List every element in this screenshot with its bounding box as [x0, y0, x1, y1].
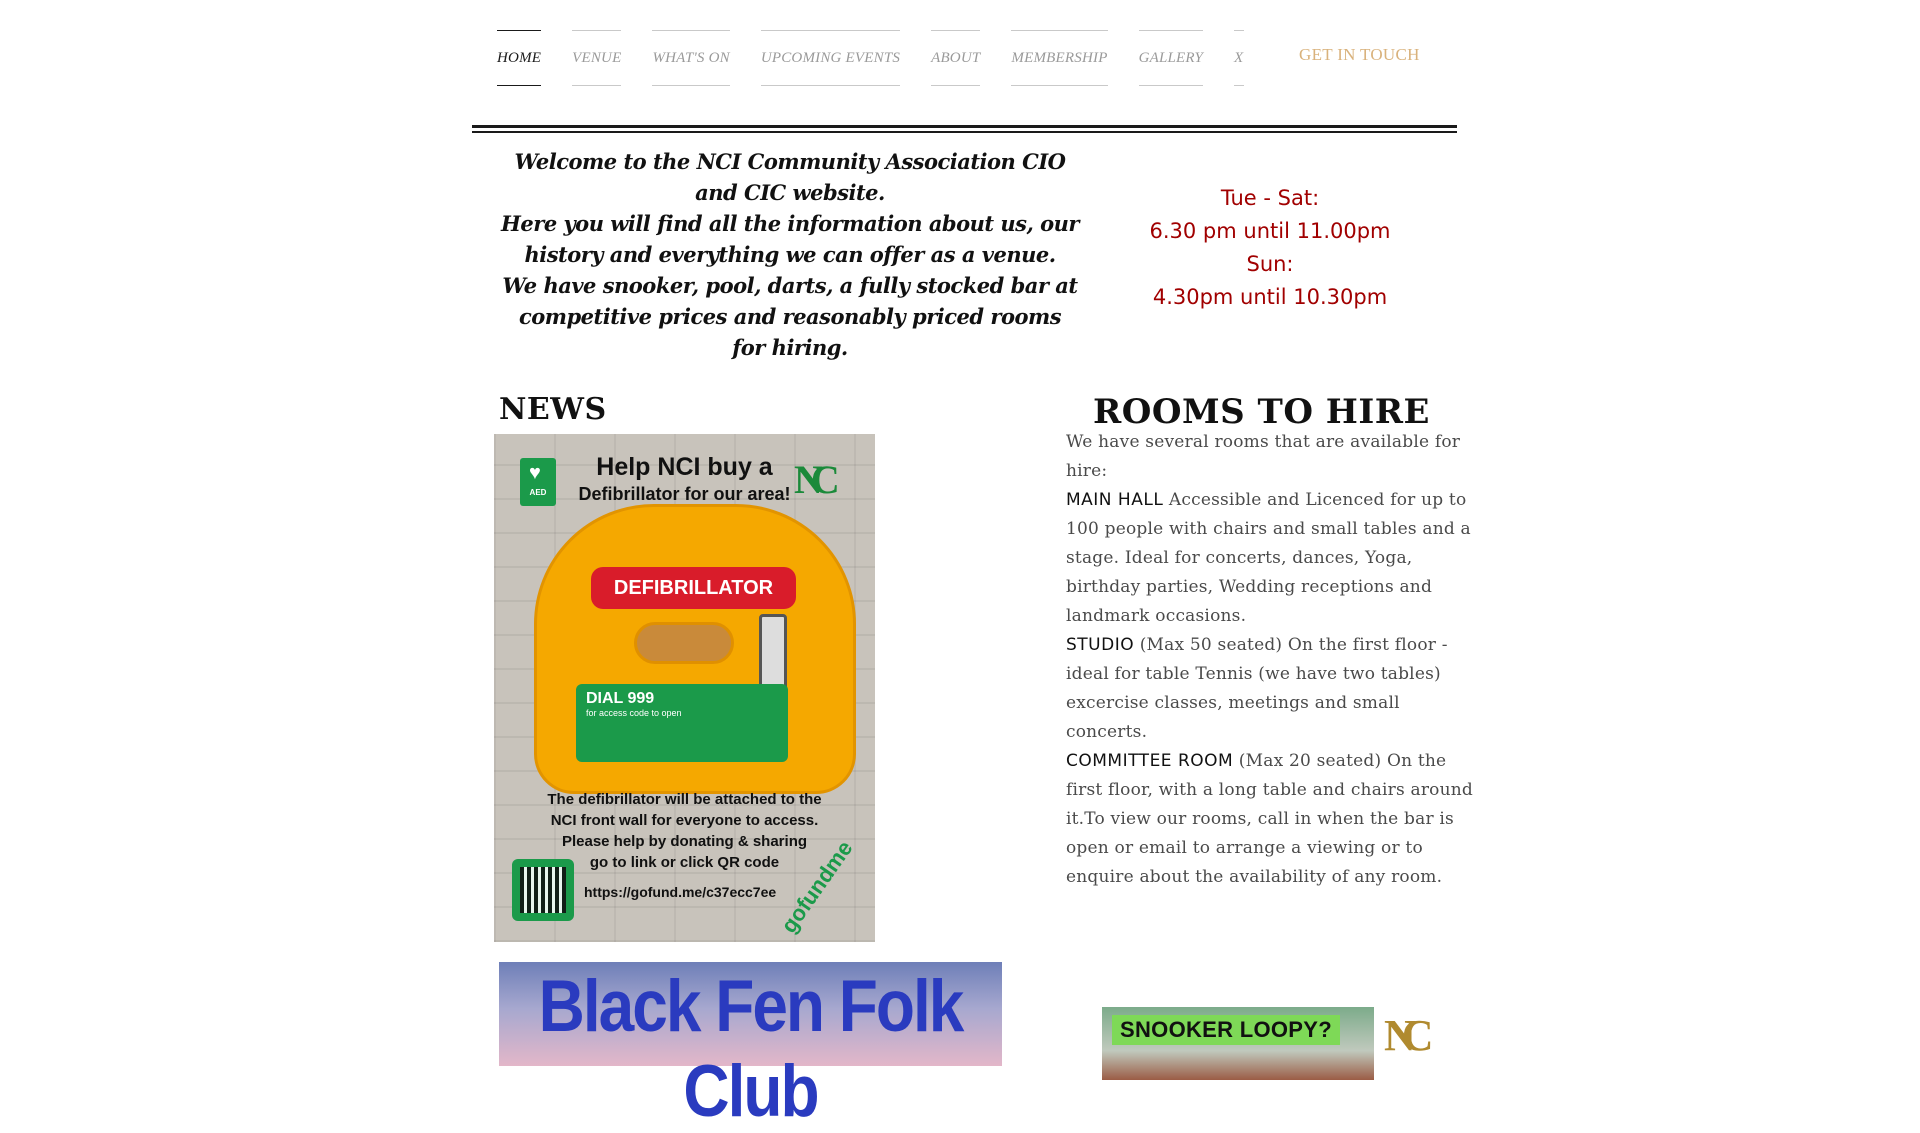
get-in-touch-link[interactable]: GET IN TOUCH	[1299, 45, 1420, 64]
hours-time-weekday: 6.30 pm until 11.00pm	[1149, 219, 1391, 243]
poster-body-2: NCI front wall for everyone to access.	[550, 812, 819, 829]
welcome-line-2: Here you will find all the information about us, our history and everything we can offer as a venue.	[501, 211, 1079, 267]
room-committee	[1066, 747, 1476, 892]
nav-gallery[interactable]: GALLERY	[1139, 30, 1203, 86]
room-main-hall-name: MAIN HALL	[1066, 490, 1164, 510]
room-studio-name: STUDIO	[1066, 635, 1135, 655]
welcome-text	[500, 146, 1080, 363]
rooms-intro: We have several rooms that are available for hire:	[1066, 432, 1461, 481]
hours-days-sunday: Sun:	[1246, 252, 1294, 276]
nav-whats-on[interactable]: WHAT'S ON	[652, 30, 729, 86]
hours-days-weekday: Tue - Sat:	[1220, 186, 1320, 210]
nav-about[interactable]: ABOUT	[931, 30, 980, 86]
room-studio	[1066, 631, 1476, 747]
main-nav	[497, 30, 1244, 86]
folk-club-banner[interactable]	[499, 962, 1002, 1132]
defibrillator-poster[interactable]	[494, 434, 875, 942]
hours-time-sunday: 4.30pm until 10.30pm	[1152, 285, 1388, 309]
welcome-line-3: We have snooker, pool, darts, a fully stocked bar at competitive prices and reasonably priced rooms for hiring.	[502, 273, 1078, 360]
room-committee-name: COMMITTEE ROOM	[1066, 751, 1234, 771]
keypad-icon	[759, 614, 787, 694]
news-heading: NEWS	[499, 392, 607, 427]
nav-home[interactable]: HOME	[497, 30, 541, 86]
header-divider-secondary	[472, 131, 1457, 133]
rooms-heading: ROOMS TO HIRE	[1093, 392, 1430, 432]
gofundme-link[interactable]: https://gofund.me/c37ecc7ee	[584, 884, 777, 900]
cabinet-label: DEFIBRILLATOR	[591, 567, 796, 609]
poster-headline-main: Help NCI buy a	[596, 453, 773, 481]
poster-body-4: go to link or click QR code	[589, 854, 780, 871]
dial-panel	[576, 684, 788, 762]
poster-body-1: The defibrillator will be attached to the	[547, 791, 822, 808]
room-main-hall-desc: Accessible and Licenced for up to 100 people with chairs and small tables and a stage. Ideal for concerts, dances, Yoga, birthday parties, Wedding receptions and landmark occasions.	[1066, 490, 1471, 626]
poster-body-3: Please help by donating & sharing	[561, 833, 808, 850]
room-main-hall	[1066, 486, 1476, 631]
poster-headline-sub: Defibrillator for our area!	[578, 484, 791, 504]
nci-logo-icon: NC	[794, 457, 828, 502]
rooms-description	[1066, 428, 1476, 892]
room-studio-desc: (Max 50 seated) On the first floor - ideal for table Tennis (we have two tables) excercise classes, meetings and small concerts.	[1066, 635, 1448, 742]
snooker-image[interactable]	[1102, 1007, 1374, 1080]
header-divider	[472, 125, 1457, 128]
dial-panel-title: DIAL 999	[586, 690, 655, 707]
nav-more[interactable]: X	[1234, 30, 1244, 86]
gofundme-logo: gofundme	[776, 835, 858, 938]
qr-code-icon[interactable]	[512, 859, 574, 921]
qr-code-pattern	[520, 867, 566, 913]
dial-panel-sub: for access code to open	[586, 708, 682, 718]
room-committee-desc: (Max 20 seated) On the first floor, with a long table and chairs around it.To view our rooms, call in when the bar is open or email to arrange a viewing or to enquire about the availability of any room.	[1066, 751, 1473, 887]
opening-hours	[1135, 182, 1405, 314]
cabinet-window	[634, 622, 734, 664]
nav-upcoming-events[interactable]: UPCOMING EVENTS	[761, 30, 900, 86]
nav-venue[interactable]: VENUE	[572, 30, 621, 86]
folk-club-title: Black Fen Folk Club	[538, 964, 963, 1132]
nci-logo-gold-icon: NC	[1384, 1011, 1420, 1060]
snooker-label: SNOOKER LOOPY?	[1112, 1015, 1340, 1045]
nav-membership[interactable]: MEMBERSHIP	[1011, 30, 1107, 86]
welcome-line-1: Welcome to the NCI Community Association CIO and CIC website.	[514, 149, 1066, 205]
aed-label: AED	[529, 488, 547, 497]
